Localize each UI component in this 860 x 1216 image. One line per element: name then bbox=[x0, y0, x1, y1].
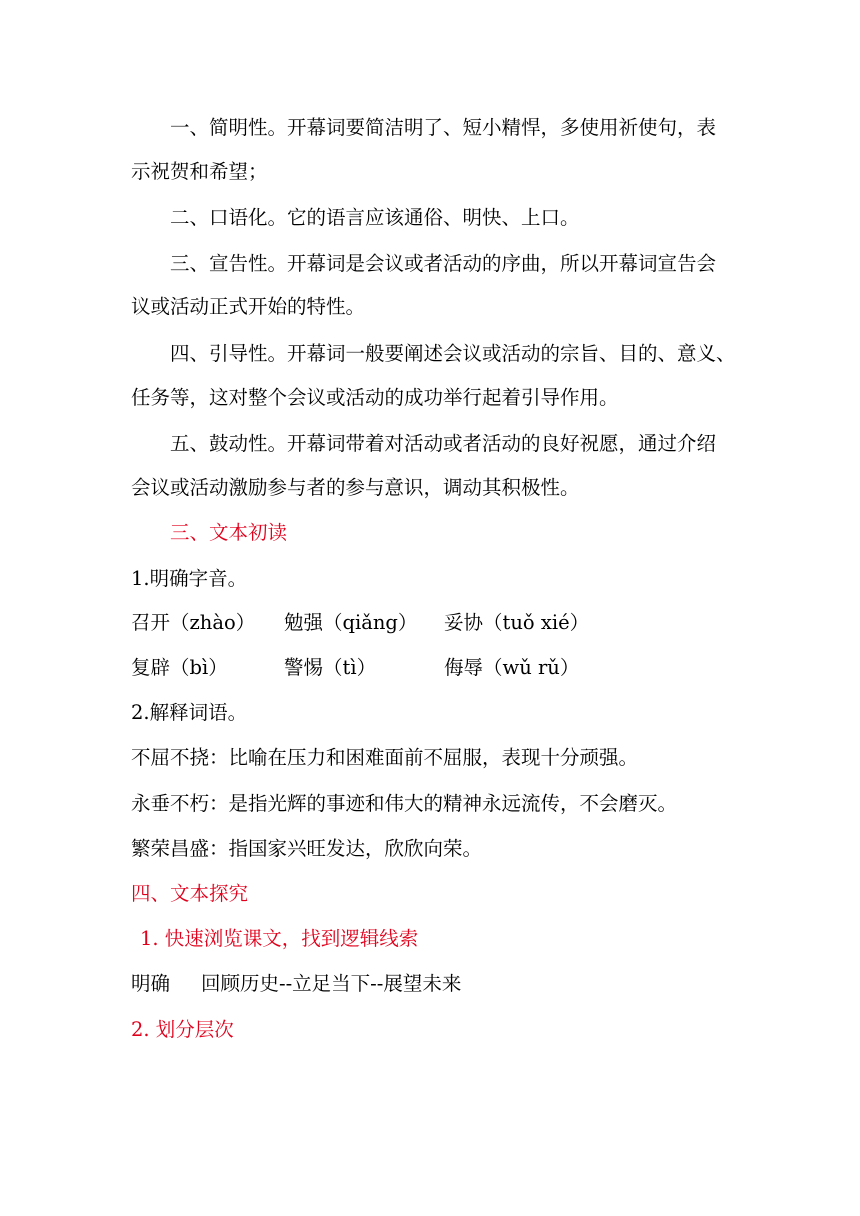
pinyin-entry: 妥协（tuǒ xié） bbox=[444, 611, 590, 634]
pinyin-entry: 警惕（tì） bbox=[284, 656, 377, 679]
section-3-item-1-title: 1.明确字音。 bbox=[131, 567, 248, 590]
term-definition: 永垂不朽：是指光辉的事迹和伟大的精神永远流传，不会磨灭。 bbox=[131, 792, 678, 815]
paragraph-2-line-1: 二、口语化。它的语言应该通俗、明快、上口。 bbox=[170, 206, 580, 229]
section-3-heading: 三、文本初读 bbox=[170, 521, 288, 544]
pinyin-entry: 复辟（bì） bbox=[131, 656, 228, 679]
pinyin-entry: 召开（zhào） bbox=[131, 611, 256, 634]
answer-label: 明确 bbox=[131, 972, 171, 995]
paragraph-1-line-1: 一、简明性。开幕词要简洁明了、短小精悍，多使用祈使句，表 bbox=[170, 116, 717, 139]
section-4-sub-1: 1. 快速浏览课文，找到逻辑线索 bbox=[140, 927, 419, 950]
paragraph-3-line-1: 三、宣告性。开幕词是会议或者活动的序曲，所以开幕词宣告会 bbox=[170, 252, 717, 275]
answer-text: 回顾历史--立足当下--展望未来 bbox=[201, 972, 462, 995]
paragraph-3-line-2: 议或活动正式开始的特性。 bbox=[131, 295, 366, 318]
paragraph-5-line-1: 五、鼓动性。开幕词带着对活动或者活动的良好祝愿，通过介绍 bbox=[170, 432, 717, 455]
section-3-item-2-title: 2.解释词语。 bbox=[131, 701, 248, 724]
section-4-sub-2: 2. 划分层次 bbox=[131, 1018, 234, 1041]
pinyin-entry: 勉强（qiǎng） bbox=[284, 611, 418, 634]
term-definition: 繁荣昌盛：指国家兴旺发达，欣欣向荣。 bbox=[131, 837, 483, 860]
answer-line bbox=[131, 972, 462, 996]
term-definition: 不屈不挠：比喻在压力和困难面前不屈服，表现十分顽强。 bbox=[131, 746, 639, 769]
paragraph-5-line-2: 会议或活动激励参与者的参与意识，调动其积极性。 bbox=[131, 476, 580, 499]
paragraph-1-line-2: 示祝贺和希望； bbox=[131, 160, 268, 183]
section-4-heading: 四、文本探究 bbox=[131, 882, 249, 905]
paragraph-4-line-1: 四、引导性。开幕词一般要阐述会议或活动的宗旨、目的、意义、 bbox=[170, 342, 736, 365]
paragraph-4-line-2: 任务等，这对整个会议或活动的成功举行起着引导作用。 bbox=[131, 386, 619, 409]
pinyin-entry: 侮辱（wǔ rǔ） bbox=[444, 656, 580, 679]
